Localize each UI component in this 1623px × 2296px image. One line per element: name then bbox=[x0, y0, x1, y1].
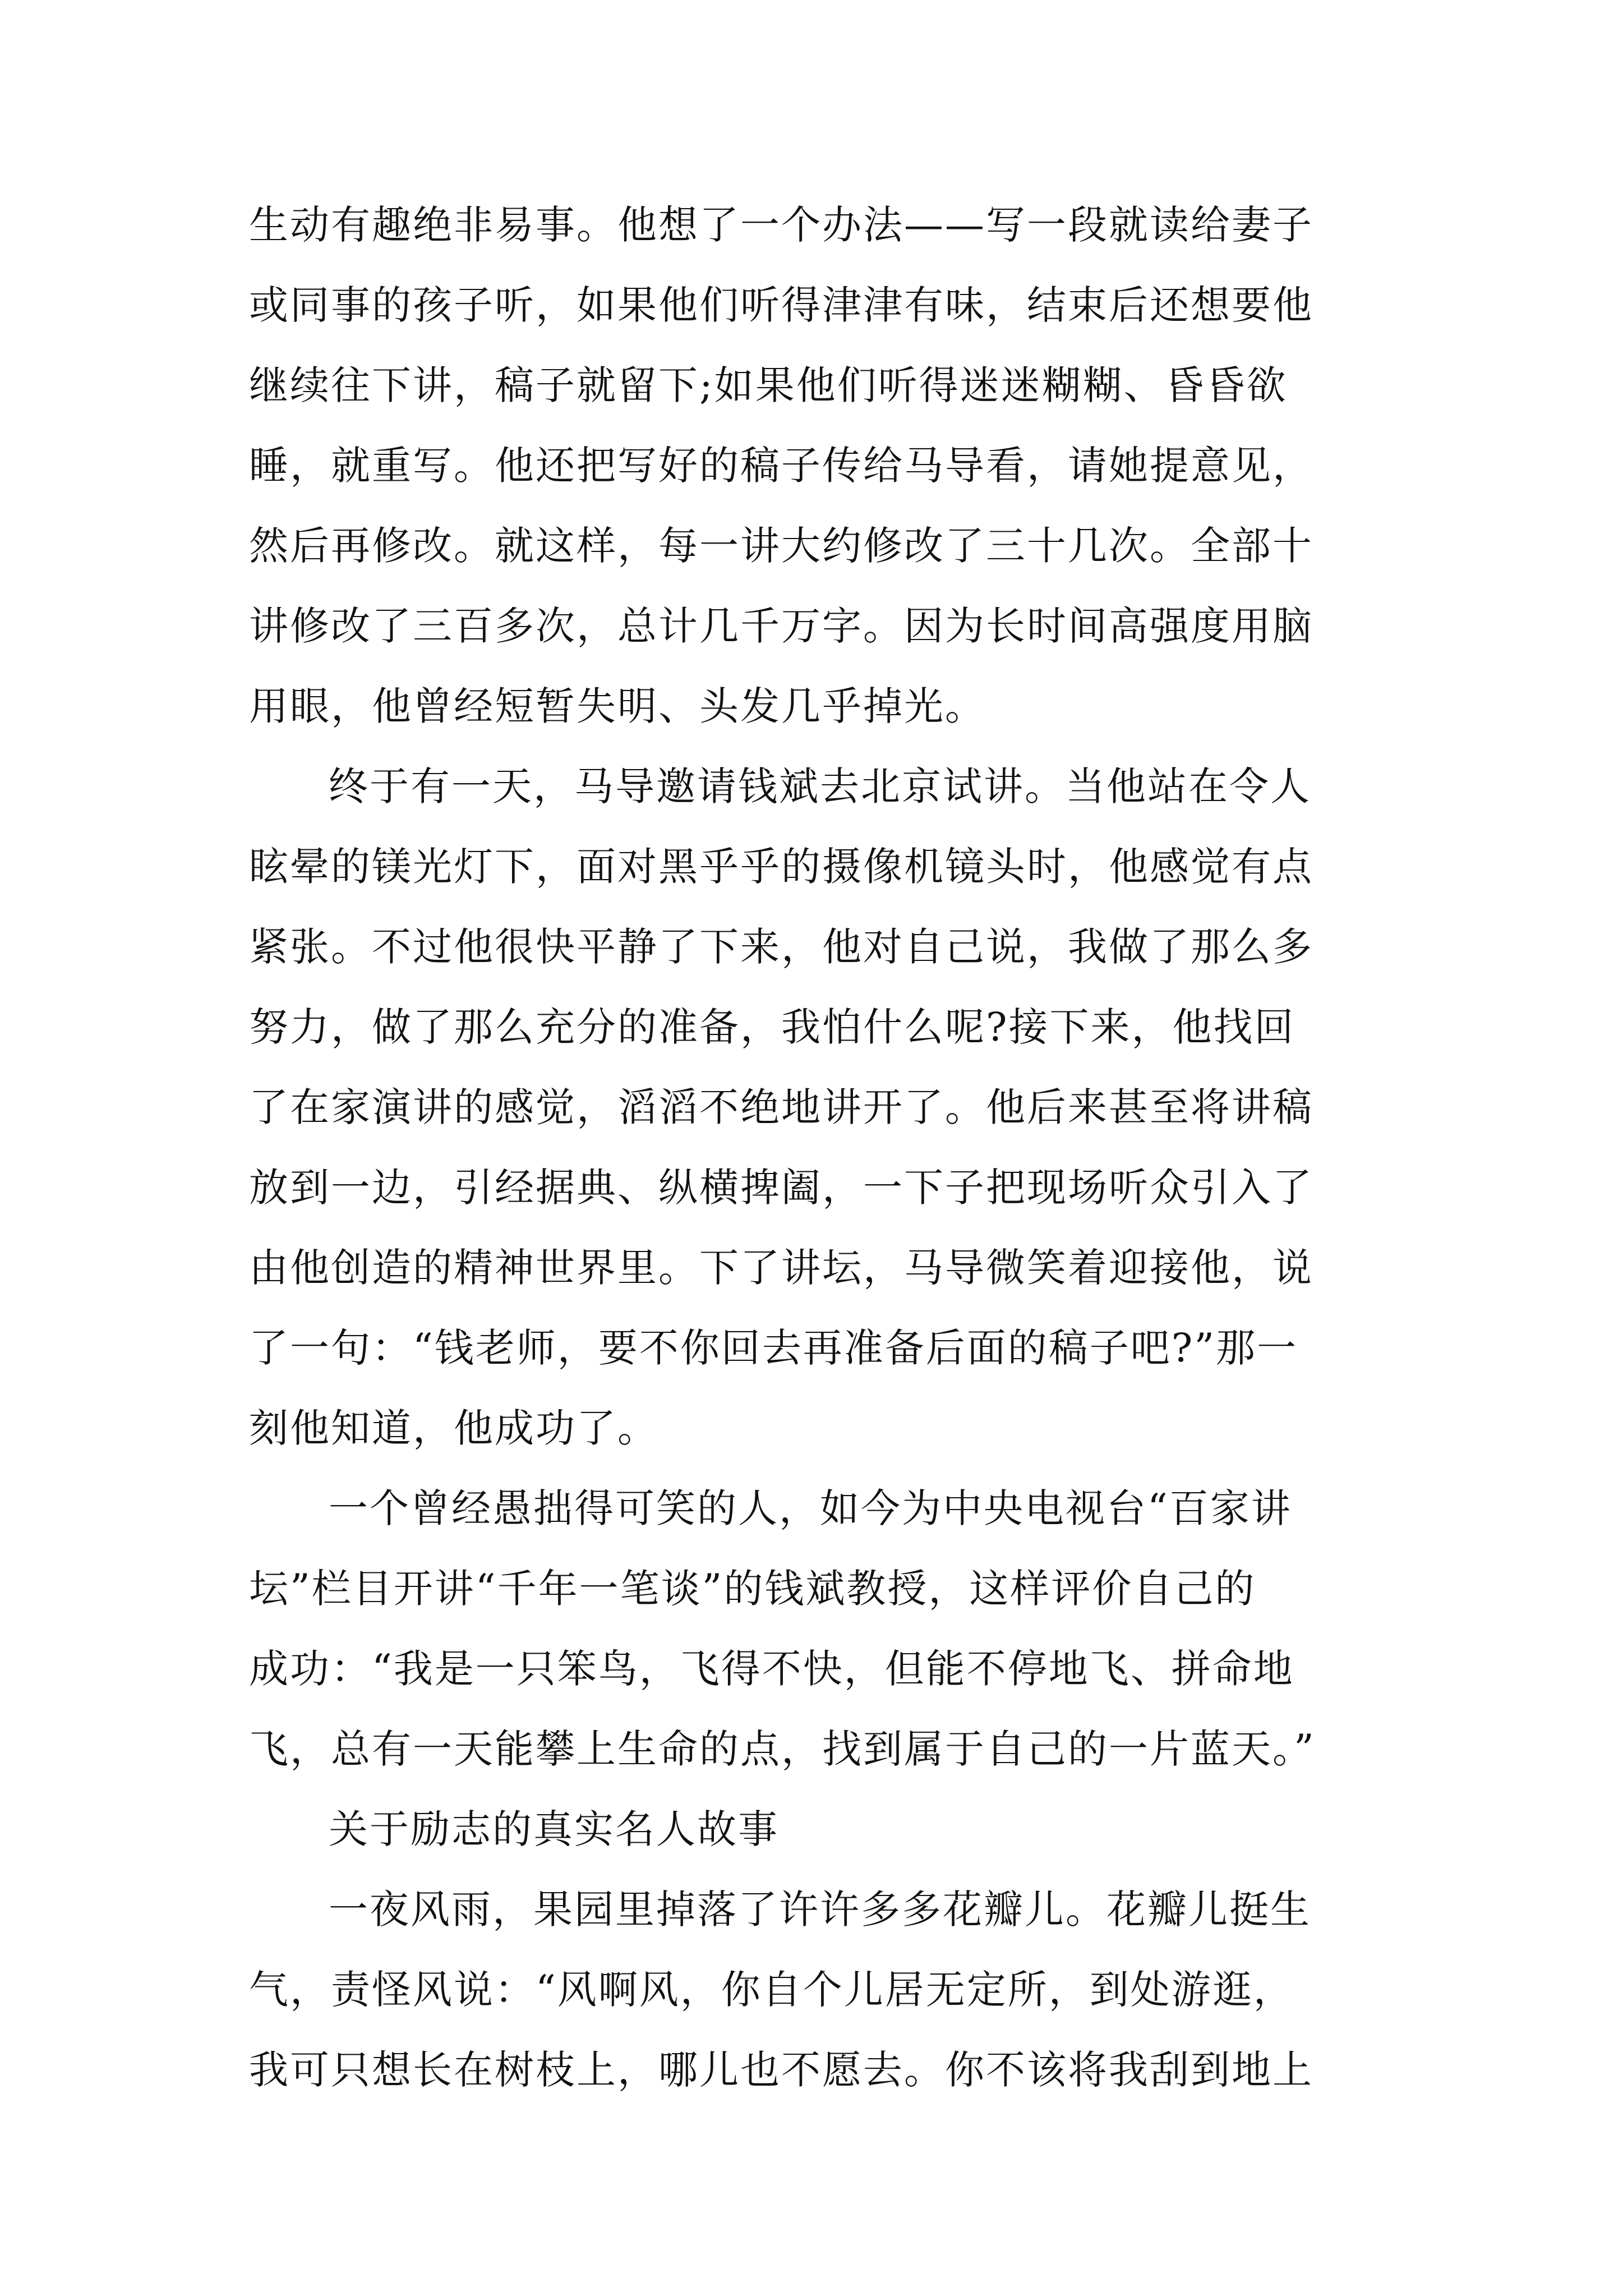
text-line: 成功：“我是一只笨鸟，飞得不快，但能不停地飞、拼命地 bbox=[249, 1646, 1294, 1692]
text-line: 关于励志的真实名人故事 bbox=[329, 1806, 779, 1852]
text-line: 睡，就重写。他还把写好的稿子传给马导看，请她提意见， bbox=[249, 443, 1313, 489]
text-line: 然后再修改。就这样，每一讲大约修改了三十几次。全部十 bbox=[249, 523, 1313, 569]
text-line: 气，责怪风说：“风啊风，你自个儿居无定所，到处游逛， bbox=[249, 1967, 1294, 2013]
text-line: 放到一边，引经据典、纵横捭阖，一下子把现场听众引入了 bbox=[249, 1165, 1313, 1211]
text-line: 眩晕的镁光灯下，面对黑乎乎的摄像机镜头时，他感觉有点 bbox=[249, 844, 1313, 890]
text-line: 我可只想长在树枝上，哪儿也不愿去。你不该将我刮到地上 bbox=[249, 2047, 1313, 2093]
text-line: 生动有趣绝非易事。他想了一个办法——写一段就读给妻子 bbox=[249, 202, 1313, 248]
text-line: 坛”栏目开讲“千年一笔谈”的钱斌教授，这样评价自己的 bbox=[249, 1566, 1256, 1612]
text-line: 或同事的孩子听，如果他们听得津津有味，结束后还想要他 bbox=[249, 282, 1313, 328]
text-line: 了一句：“钱老师，要不你回去再准备后面的稿子吧?”那一 bbox=[249, 1325, 1298, 1371]
text-line: 紧张。不过他很快平静了下来，他对自己说，我做了那么多 bbox=[249, 924, 1313, 970]
body-text bbox=[249, 185, 1371, 2110]
text-line: 飞，总有一天能攀上生命的点，找到属于自己的一片蓝天。” bbox=[249, 1726, 1316, 1772]
text-line: 一夜风雨，果园里掉落了许许多多花瓣儿。花瓣儿挺生 bbox=[329, 1887, 1311, 1932]
text-line: 讲修改了三百多次，总计几千万字。因为长时间高强度用脑 bbox=[249, 603, 1313, 649]
text-line: 一个曾经愚拙得可笑的人，如今为中央电视台“百家讲 bbox=[329, 1485, 1292, 1531]
text-line: 终于有一天，马导邀请钱斌去北京试讲。当他站在令人 bbox=[329, 763, 1311, 809]
text-line: 了在家演讲的感觉，滔滔不绝地讲开了。他后来甚至将讲稿 bbox=[249, 1084, 1313, 1130]
text-line: 用眼，他曾经短暂失明、头发几乎掉光。 bbox=[249, 683, 986, 729]
text-line: 由他创造的精神世界里。下了讲坛，马导微笑着迎接他，说 bbox=[249, 1245, 1313, 1291]
text-line: 努力，做了那么充分的准备，我怕什么呢?接下来，他找回 bbox=[249, 1004, 1295, 1050]
text-line: 继续往下讲，稿子就留下;如果他们听得迷迷糊糊、昏昏欲 bbox=[249, 362, 1288, 408]
text-line: 刻他知道，他成功了。 bbox=[249, 1405, 658, 1451]
